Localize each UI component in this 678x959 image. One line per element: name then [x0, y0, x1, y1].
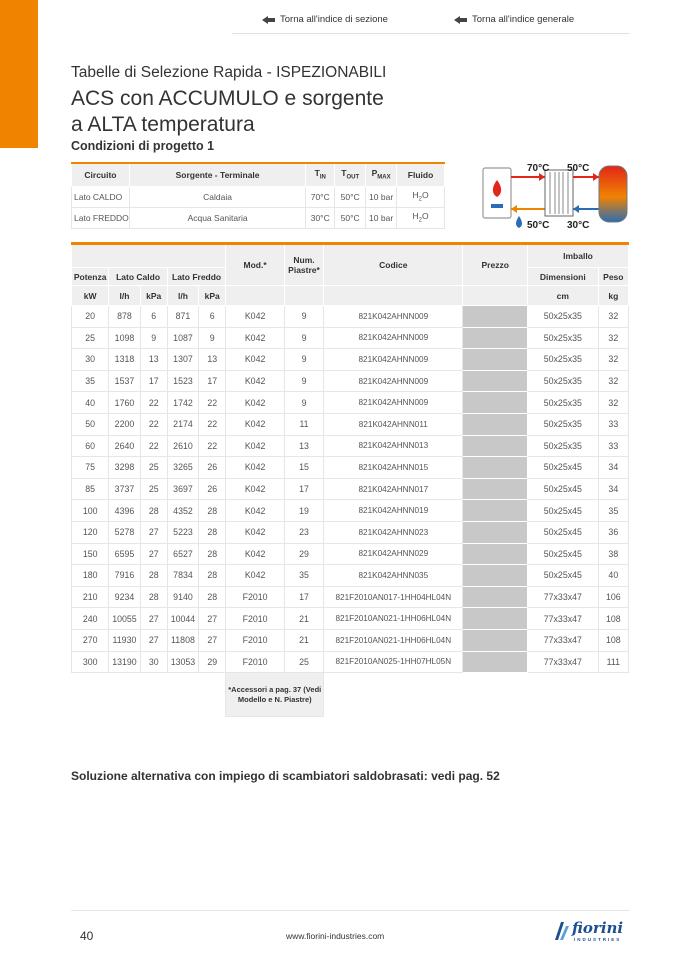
cell-source: Caldaia	[129, 186, 305, 207]
cell-price	[463, 586, 528, 608]
cell-model: K042	[226, 435, 285, 457]
units-row	[72, 286, 629, 306]
cell-price	[463, 413, 528, 435]
cell-price	[463, 435, 528, 457]
cell-t-in: 70°C	[306, 186, 335, 207]
cell-code: 821K042AHNN009	[324, 349, 463, 371]
cell-cold-dp: 9	[199, 327, 226, 349]
cell-fluid: $H_2O$	[397, 207, 445, 228]
cell-power: 150	[72, 543, 109, 565]
cell-cold-flow: 871	[167, 306, 198, 328]
general-index-link[interactable]	[454, 14, 574, 25]
cell-power: 100	[72, 500, 109, 522]
col-t-in: $T_{IN}$	[306, 163, 335, 186]
cell-weight: 106	[598, 586, 628, 608]
cell-power: 75	[72, 457, 109, 479]
cell-power: 180	[72, 565, 109, 587]
cell-hot-flow: 5278	[109, 521, 140, 543]
page-title-line1: ACS con ACCUMULO e sorgente	[71, 87, 384, 110]
unit-cm: cm	[528, 286, 599, 306]
cell-cold-flow: 9140	[167, 586, 198, 608]
cell-dimensions: 50x25x45	[528, 521, 599, 543]
footnote-row	[72, 673, 629, 717]
col-source: Sorgente - Terminale	[129, 163, 305, 186]
col-lato-caldo: Lato Caldo	[109, 268, 168, 286]
cell-hot-flow: 1098	[109, 327, 140, 349]
cell-source: Acqua Sanitaria	[129, 207, 305, 228]
cell-price	[463, 349, 528, 371]
cell-price	[463, 478, 528, 500]
table-row	[72, 306, 629, 328]
cell-t-out: 50°C	[335, 186, 366, 207]
cell-model: K042	[226, 370, 285, 392]
cell-cold-flow: 6527	[167, 543, 198, 565]
cell-dimensions: 50x25x45	[528, 500, 599, 522]
cell-hot-flow: 2640	[109, 435, 140, 457]
company-logo	[552, 920, 632, 946]
cell-code: 821K042AHNN017	[324, 478, 463, 500]
cell-dimensions: 50x25x45	[528, 478, 599, 500]
col-fluid: Fluido	[397, 163, 445, 186]
cell-cold-flow: 1523	[167, 370, 198, 392]
cell-price	[463, 608, 528, 630]
cell-plates: 19	[284, 500, 323, 522]
cell-code: 821K042AHNN029	[324, 543, 463, 565]
cell-plates: 35	[284, 565, 323, 587]
cell-dimensions: 50x25x35	[528, 306, 599, 328]
cell-cold-flow: 13053	[167, 651, 198, 673]
cell-hot-flow: 13190	[109, 651, 140, 673]
cell-dimensions: 50x25x45	[528, 543, 599, 565]
cell-cold-dp: 28	[199, 565, 226, 587]
cell-dimensions: 50x25x35	[528, 327, 599, 349]
cell-weight: 32	[598, 349, 628, 371]
cell-price	[463, 327, 528, 349]
cell-model: K042	[226, 413, 285, 435]
cell-model: F2010	[226, 629, 285, 651]
cell-model: K042	[226, 392, 285, 414]
cell-power: 240	[72, 608, 109, 630]
cell-weight: 111	[598, 651, 628, 673]
cell-hot-flow: 10055	[109, 608, 140, 630]
cell-weight: 33	[598, 435, 628, 457]
unit-kpa: kPa	[199, 286, 226, 306]
cell-plates: 21	[284, 629, 323, 651]
cell-hot-dp: 30	[140, 651, 167, 673]
cell-cold-dp: 22	[199, 435, 226, 457]
cell-p-max: 10 bar	[366, 207, 397, 228]
cell-power: 60	[72, 435, 109, 457]
cell-hot-dp: 28	[140, 586, 167, 608]
cell-cold-dp: 28	[199, 521, 226, 543]
cell-cold-flow: 11808	[167, 629, 198, 651]
cell-model: K042	[226, 565, 285, 587]
cell-hot-flow: 2200	[109, 413, 140, 435]
cell-cold-flow: 1307	[167, 349, 198, 371]
cell-code: 821K042AHNN019	[324, 500, 463, 522]
table-row	[72, 586, 629, 608]
cell-price	[463, 392, 528, 414]
cell-hot-flow: 1537	[109, 370, 140, 392]
cell-cold-flow: 4352	[167, 500, 198, 522]
cell-dimensions: 50x25x45	[528, 457, 599, 479]
conditions-row-hot	[72, 186, 445, 207]
cell-power: 40	[72, 392, 109, 414]
unit-lh: l/h	[109, 286, 140, 306]
cell-weight: 32	[598, 327, 628, 349]
logo-name: fiorini	[572, 919, 624, 937]
cell-cold-dp: 27	[199, 608, 226, 630]
cell-code: 821K042AHNN009	[324, 327, 463, 349]
col-prezzo: Prezzo	[463, 244, 528, 286]
top-divider	[232, 33, 630, 34]
table-row	[72, 478, 629, 500]
cell-code: 821K042AHNN023	[324, 521, 463, 543]
unit-kg: kg	[598, 286, 628, 306]
cell-cold-flow: 1742	[167, 392, 198, 414]
accessories-note: *Accessori a pag. 37 (Vedi Modello e N. Piastre)	[226, 673, 324, 717]
cell-cold-flow: 3697	[167, 478, 198, 500]
table-row	[72, 500, 629, 522]
table-row	[72, 370, 629, 392]
cell-plates: 13	[284, 435, 323, 457]
cell-hot-flow: 3298	[109, 457, 140, 479]
cell-cold-flow: 1087	[167, 327, 198, 349]
cell-hot-dp: 22	[140, 392, 167, 414]
website-link[interactable]: www.fiorini-industries.com	[286, 931, 385, 941]
cell-weight: 32	[598, 370, 628, 392]
water-drop-icon	[516, 216, 522, 228]
cell-weight: 38	[598, 543, 628, 565]
conditions-header-row	[72, 163, 445, 186]
cell-dimensions: 77x33x47	[528, 629, 599, 651]
table-body	[72, 306, 629, 673]
cell-cold-flow: 10044	[167, 608, 198, 630]
table-row	[72, 521, 629, 543]
cell-power: 210	[72, 586, 109, 608]
table-row	[72, 608, 629, 630]
cell-hot-dp: 27	[140, 543, 167, 565]
cell-plates: 9	[284, 349, 323, 371]
col-potenza: Potenza	[72, 268, 109, 286]
cell-cold-dp: 29	[199, 651, 226, 673]
cell-p-max: 10 bar	[366, 186, 397, 207]
cell-hot-flow: 878	[109, 306, 140, 328]
col-circuit: Circuito	[72, 163, 130, 186]
cell-cold-flow: 2610	[167, 435, 198, 457]
cell-price	[463, 500, 528, 522]
cell-weight: 108	[598, 608, 628, 630]
logo-mark-icon	[552, 920, 572, 942]
cell-model: K042	[226, 349, 285, 371]
cell-cold-dp: 26	[199, 478, 226, 500]
col-num-piastre: Num. Piastre*	[284, 244, 323, 286]
cell-power: 25	[72, 327, 109, 349]
cell-price	[463, 651, 528, 673]
cell-weight: 40	[598, 565, 628, 587]
cell-model: K042	[226, 478, 285, 500]
cell-cold-dp: 17	[199, 370, 226, 392]
back-arrow-icon	[262, 16, 275, 24]
cell-hot-dp: 25	[140, 457, 167, 479]
cell-hot-flow: 7916	[109, 565, 140, 587]
section-tab	[0, 0, 38, 148]
cell-power: 270	[72, 629, 109, 651]
cell-plates: 17	[284, 586, 323, 608]
col-imballo: Imballo	[528, 244, 629, 268]
diagram-label-hot-out: 50°C	[527, 220, 550, 231]
section-index-label: Torna all'indice di sezione	[280, 14, 388, 25]
cell-hot-flow: 1318	[109, 349, 140, 371]
cell-model: K042	[226, 306, 285, 328]
top-navigation	[258, 12, 588, 28]
system-diagram	[481, 160, 631, 232]
cell-price	[463, 521, 528, 543]
unit-lh: l/h	[167, 286, 198, 306]
cell-weight: 34	[598, 478, 628, 500]
cell-cold-dp: 22	[199, 413, 226, 435]
cell-cold-dp: 26	[199, 457, 226, 479]
cell-cold-flow: 2174	[167, 413, 198, 435]
cell-hot-dp: 22	[140, 413, 167, 435]
table-row	[72, 565, 629, 587]
cell-hot-dp: 27	[140, 608, 167, 630]
cell-power: 85	[72, 478, 109, 500]
cell-power: 300	[72, 651, 109, 673]
cell-power: 35	[72, 370, 109, 392]
cell-code: 821F2010AN021-1HH06HL04N	[324, 629, 463, 651]
cell-dimensions: 50x25x35	[528, 435, 599, 457]
cell-model: K042	[226, 457, 285, 479]
table-row	[72, 327, 629, 349]
cell-dimensions: 50x25x35	[528, 413, 599, 435]
cell-weight: 33	[598, 413, 628, 435]
cell-plates: 11	[284, 413, 323, 435]
cell-weight: 32	[598, 392, 628, 414]
cell-circuit: Lato CALDO	[72, 186, 130, 207]
col-lato-freddo: Lato Freddo	[167, 268, 226, 286]
cell-code: 821K042AHNN009	[324, 370, 463, 392]
cell-power: 30	[72, 349, 109, 371]
cell-dimensions: 77x33x47	[528, 608, 599, 630]
cell-model: K042	[226, 543, 285, 565]
cell-plates: 29	[284, 543, 323, 565]
table-row	[72, 349, 629, 371]
page-title	[71, 86, 431, 138]
table-row	[72, 392, 629, 414]
col-mod: Mod.*	[226, 244, 285, 286]
cell-cold-dp: 28	[199, 586, 226, 608]
cell-plates: 23	[284, 521, 323, 543]
cell-code: 821K042AHNN011	[324, 413, 463, 435]
table-row	[72, 543, 629, 565]
cell-code: 821F2010AN021-1HH06HL04N	[324, 608, 463, 630]
cell-hot-dp: 22	[140, 435, 167, 457]
cell-dimensions: 77x33x47	[528, 651, 599, 673]
cell-weight: 108	[598, 629, 628, 651]
cell-weight: 35	[598, 500, 628, 522]
alternative-solution-note: Soluzione alternativa con impiego di scambiatori saldobrasati: vedi pag. 52	[71, 769, 500, 783]
cell-hot-dp: 9	[140, 327, 167, 349]
cell-code: 821K042AHNN009	[324, 306, 463, 328]
cell-hot-flow: 3737	[109, 478, 140, 500]
cell-hot-dp: 28	[140, 500, 167, 522]
col-peso: Peso	[598, 268, 628, 286]
cell-plates: 17	[284, 478, 323, 500]
cell-weight: 32	[598, 306, 628, 328]
cell-price	[463, 306, 528, 328]
cell-code: 821K042AHNN015	[324, 457, 463, 479]
cell-model: F2010	[226, 608, 285, 630]
cell-plates: 9	[284, 327, 323, 349]
cell-hot-dp: 13	[140, 349, 167, 371]
cell-dimensions: 77x33x47	[528, 586, 599, 608]
cell-model: K042	[226, 500, 285, 522]
conditions-table	[71, 162, 445, 229]
cell-hot-dp: 6	[140, 306, 167, 328]
col-codice: Codice	[324, 244, 463, 286]
cell-cold-flow: 3265	[167, 457, 198, 479]
cell-code: 821K042AHNN009	[324, 392, 463, 414]
cell-cold-dp: 28	[199, 543, 226, 565]
page-title-line2: a ALTA temperatura	[71, 113, 255, 136]
selection-table	[71, 242, 629, 717]
cell-hot-dp: 27	[140, 629, 167, 651]
cell-cold-dp: 13	[199, 349, 226, 371]
cell-cold-dp: 22	[199, 392, 226, 414]
table-row	[72, 629, 629, 651]
cell-hot-dp: 17	[140, 370, 167, 392]
page-subtitle: Tabelle di Selezione Rapida - ISPEZIONABILI	[71, 64, 387, 81]
cell-dimensions: 50x25x35	[528, 392, 599, 414]
cell-plates: 9	[284, 306, 323, 328]
cell-t-in: 30°C	[306, 207, 335, 228]
cell-weight: 36	[598, 521, 628, 543]
cell-weight: 34	[598, 457, 628, 479]
cell-dimensions: 50x25x35	[528, 370, 599, 392]
general-index-label: Torna all'indice generale	[472, 14, 575, 25]
cell-power: 20	[72, 306, 109, 328]
cell-hot-dp: 25	[140, 478, 167, 500]
section-index-link[interactable]	[262, 14, 388, 25]
cell-plates: 25	[284, 651, 323, 673]
cell-model: K042	[226, 521, 285, 543]
cell-power: 120	[72, 521, 109, 543]
cell-power: 50	[72, 413, 109, 435]
cell-t-out: 50°C	[335, 207, 366, 228]
diagram-label-dhw-out: 50°C	[567, 163, 590, 174]
cell-code: 821K042AHNN013	[324, 435, 463, 457]
cell-cold-dp: 28	[199, 500, 226, 522]
cell-price	[463, 543, 528, 565]
cell-plates: 9	[284, 370, 323, 392]
cell-cold-flow: 5223	[167, 521, 198, 543]
cell-cold-dp: 6	[199, 306, 226, 328]
cell-hot-flow: 11930	[109, 629, 140, 651]
cell-plates: 9	[284, 392, 323, 414]
diagram-label-hot-in: 70°C	[527, 163, 550, 174]
cell-hot-dp: 27	[140, 521, 167, 543]
cell-circuit: Lato FREDDO	[72, 207, 130, 228]
table-row	[72, 457, 629, 479]
diagram-label-cold-in: 30°C	[567, 220, 590, 231]
cell-hot-flow: 1760	[109, 392, 140, 414]
cell-fluid: $H_2O$	[397, 186, 445, 207]
cell-code: 821F2010AN025-1HH07HL05N	[324, 651, 463, 673]
conditions-heading: Condizioni di progetto 1	[71, 139, 215, 153]
header-row-1	[72, 244, 629, 268]
cell-code: 821K042AHNN035	[324, 565, 463, 587]
unit-kpa: kPa	[140, 286, 167, 306]
cell-model: F2010	[226, 651, 285, 673]
cell-plates: 21	[284, 608, 323, 630]
cell-price	[463, 629, 528, 651]
back-arrow-icon	[454, 16, 467, 24]
conditions-row-cold	[72, 207, 445, 228]
cell-price	[463, 565, 528, 587]
cell-dimensions: 50x25x45	[528, 565, 599, 587]
col-dimensioni: Dimensioni	[528, 268, 599, 286]
table-row	[72, 651, 629, 673]
unit-kw: kW	[72, 286, 109, 306]
footer-divider	[71, 910, 630, 911]
cell-cold-flow: 7834	[167, 565, 198, 587]
storage-tank-icon	[599, 166, 627, 222]
cell-code: 821F2010AN017-1HH04HL04N	[324, 586, 463, 608]
cell-cold-dp: 27	[199, 629, 226, 651]
cell-dimensions: 50x25x35	[528, 349, 599, 371]
cell-hot-flow: 6595	[109, 543, 140, 565]
cell-model: K042	[226, 327, 285, 349]
cell-price	[463, 370, 528, 392]
cell-plates: 15	[284, 457, 323, 479]
cell-hot-dp: 28	[140, 565, 167, 587]
col-p-max: $P_{MAX}$	[366, 163, 397, 186]
page-number: 40	[80, 929, 94, 943]
col-t-out: $T_{OUT}$	[335, 163, 366, 186]
cell-model: F2010	[226, 586, 285, 608]
cell-price	[463, 457, 528, 479]
logo-subtitle: INDUSTRIES	[574, 937, 622, 942]
cell-hot-flow: 9234	[109, 586, 140, 608]
table-row	[72, 413, 629, 435]
cell-hot-flow: 4396	[109, 500, 140, 522]
table-row	[72, 435, 629, 457]
